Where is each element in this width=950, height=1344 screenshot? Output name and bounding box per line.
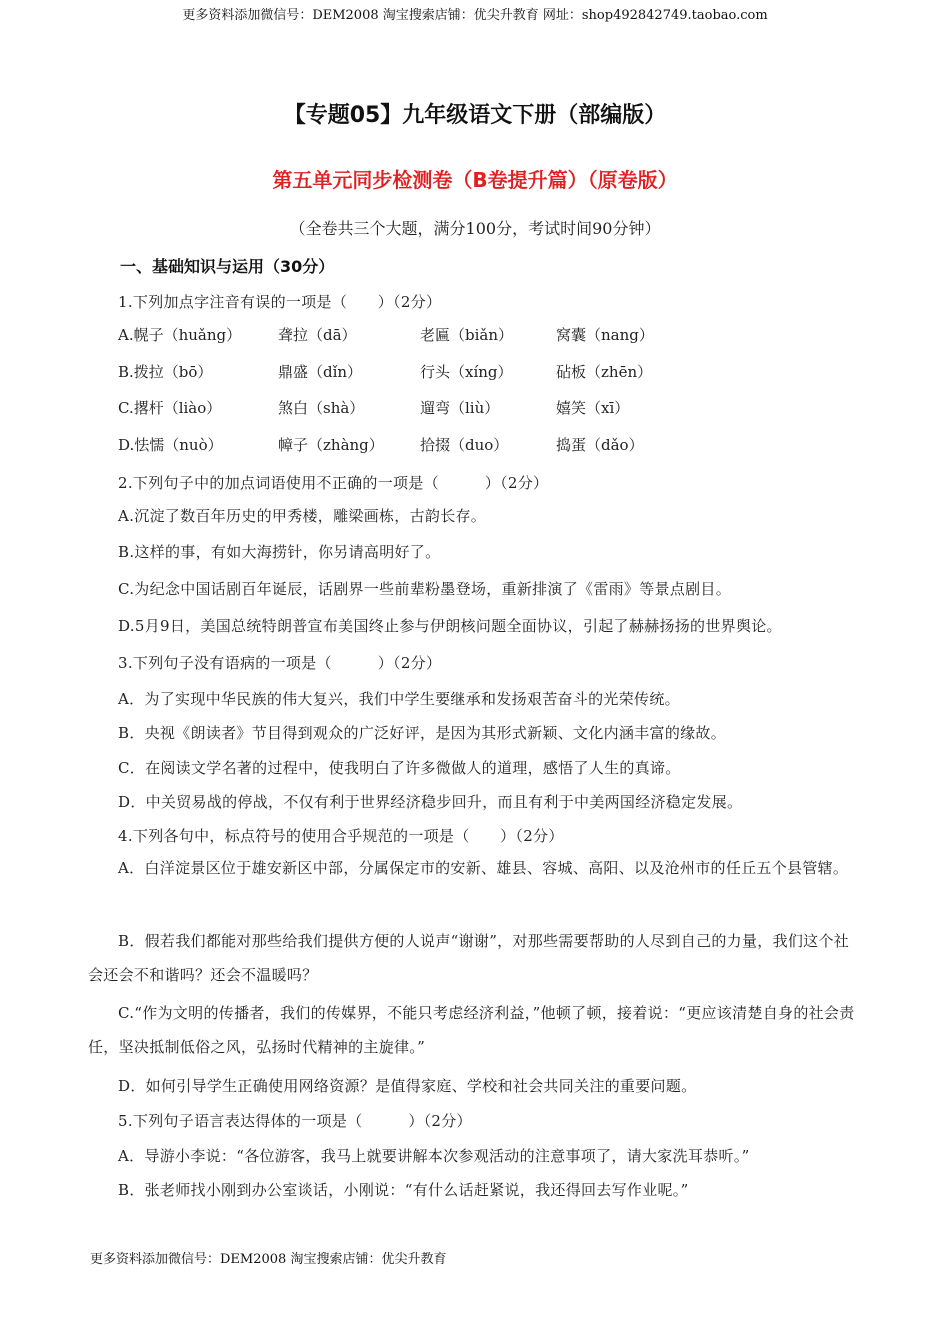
q1-option-row bbox=[118, 397, 858, 419]
document-subtitle: 第五单元同步检测卷（B卷提升篇）（原卷版） bbox=[272, 168, 678, 192]
q5-option-a: A．导游小李说：“各位游客，我马上就要讲解本次参观活动的注意事项了，请大家洗耳恭听。” bbox=[118, 1147, 750, 1165]
q1-option-row bbox=[118, 324, 858, 346]
q1-option: 捣蛋（dǎo） bbox=[556, 436, 644, 454]
page-footer: 更多资料添加微信号：DEM2008 淘宝搜索店铺：优尖升教育 bbox=[90, 1252, 447, 1267]
q5-option-b: B．张老师找小刚到办公室谈话，小刚说：“有什么话赶紧说，我还得回去写作业呢。” bbox=[118, 1181, 689, 1199]
q1-option: 砧板（zhēn） bbox=[556, 363, 653, 381]
q4-option-a: A．白洋淀景区位于雄安新区中部，分属保定市的安新、雄县、容城、高阳、以及沧州市的任丘五个县管辖。 bbox=[118, 859, 849, 877]
q3-option-a: A．为了实现中华民族的伟大复兴，我们中学生要继承和发扬艰苦奋斗的光荣传统。 bbox=[118, 690, 680, 708]
q2-stem: 2.下列句子中的加点词语使用不正确的一项是（ ）（2分） bbox=[118, 474, 549, 492]
q3-option-b: B．央视《朗读者》节目得到观众的广泛好评，是因为其形式新颖、文化内涵丰富的缘故。 bbox=[118, 724, 727, 742]
q4-option-d: D．如何引导学生正确使用网络资源？是值得家庭、学校和社会共同关注的重要问题。 bbox=[118, 1077, 697, 1095]
q1-option: C.撂杆（liào） bbox=[118, 399, 222, 417]
q1-option: 老匾（biǎn） bbox=[420, 326, 514, 344]
q1-option: 嬉笑（xī） bbox=[556, 399, 630, 417]
q4-stem: 4.下列各句中，标点符号的使用合乎规范的一项是（ ）（2分） bbox=[118, 827, 564, 845]
q1-option: 鼎盛（dǐn） bbox=[278, 363, 363, 381]
q2-option-a: A.沉淀了数百年历史的甲秀楼，雕梁画栋，古韵长存。 bbox=[118, 507, 487, 525]
q4-option-b: B．假若我们都能对那些给我们提供方便的人说声“谢谢”，对那些需要帮助的人尽到自己的力量，我们这个社会还会不和谐吗？还会不温暖吗？ bbox=[88, 932, 850, 984]
q3-stem: 3.下列句子没有语病的一项是（ ）（2分） bbox=[118, 654, 442, 672]
q2-option-c: C.为纪念中国话剧百年诞辰，话剧界一些前辈粉墨登场，重新排演了《雷雨》等景点剧目。 bbox=[118, 580, 732, 598]
q5-stem: 5.下列句子语言表达得体的一项是（ ）（2分） bbox=[118, 1112, 472, 1130]
q1-option-row bbox=[118, 361, 858, 383]
section-heading: 一、基础知识与运用（30分） bbox=[120, 257, 335, 276]
q1-option: D.怯懦（nuò） bbox=[118, 436, 223, 454]
document-title: 【专题05】九年级语文下册（部编版） bbox=[283, 103, 667, 128]
q1-option: A.幌子（huǎng） bbox=[118, 326, 242, 344]
q1-option: 煞白（shà） bbox=[278, 399, 365, 417]
q1-option: 拾掇（duo） bbox=[420, 436, 509, 454]
page-header: 更多资料添加微信号：DEM2008 淘宝搜索店铺：优尖升教育 网址：shop492842749.taobao.com bbox=[182, 8, 768, 23]
q1-option: 幛子（zhàng） bbox=[278, 436, 384, 454]
q2-option-d: D.5月9日，美国总统特朗普宣布美国终止参与伊朗核问题全面协议，引起了赫赫扬扬的世界舆论。 bbox=[118, 617, 782, 635]
q3-option-d: D．中关贸易战的停战，不仅有利于世界经济稳步回升，而且有利于中美两国经济稳定发展。 bbox=[118, 793, 743, 811]
q1-option: B.拨拉（bō） bbox=[118, 363, 213, 381]
exam-note: （全卷共三个大题，满分100分，考试时间90分钟） bbox=[289, 219, 661, 238]
q1-option: 聋拉（dā） bbox=[278, 326, 357, 344]
q3-option-c: C．在阅读文学名著的过程中，使我明白了许多微做人的道理，感悟了人生的真谛。 bbox=[118, 759, 681, 777]
q1-option: 遛弯（liù） bbox=[420, 399, 500, 417]
q2-option-b: B.这样的事，有如大海捞针，你另请高明好了。 bbox=[118, 543, 441, 561]
q1-option-row bbox=[118, 434, 858, 456]
q4-option-c: C.“作为文明的传播者，我们的传媒界，不能只考虑经济利益，”他顿了顿，接着说：“更应该清楚自身的社会责任，坚决抵制低俗之风，弘扬时代精神的主旋律。” bbox=[88, 1004, 855, 1056]
q1-stem: 1.下列加点字注音有误的一项是（ ）（2分） bbox=[118, 293, 442, 311]
q1-option: 行头（xíng） bbox=[420, 363, 513, 381]
q1-option: 窝囊（nang） bbox=[556, 326, 654, 344]
